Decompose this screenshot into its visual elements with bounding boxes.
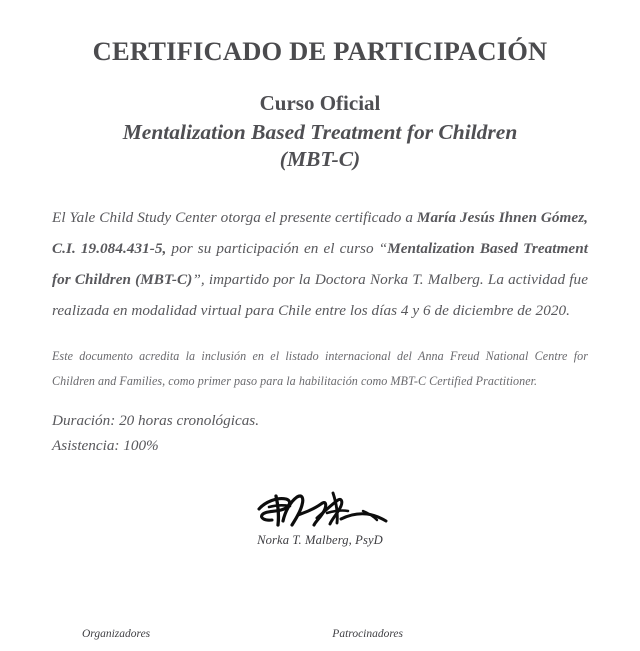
footer <box>0 629 640 651</box>
duration-line: Duración: 20 horas cronológicas. <box>52 412 259 430</box>
handwritten-signature-icon <box>245 485 395 535</box>
note-paragraph: Este documento acredita la inclusión en el listado internacional del Anna Freud National Centre for Children and Families, como primer paso para la habilitación como MBT-C Certified Practitioner. <box>52 348 588 388</box>
course-quoted-title: Mentalization Based Treatment for Children (MBT-C) <box>52 239 588 288</box>
main-paragraph-mid: por su participación en el curso “ <box>166 239 388 257</box>
main-paragraph-lead: El Yale Child Study Center otorga el presente certificado a <box>52 208 417 226</box>
signature-block <box>52 485 588 548</box>
main-paragraph <box>52 202 588 326</box>
course-name: Mentalization Based Treatment for Children (MBT-C) <box>122 119 518 172</box>
details-block <box>52 409 588 458</box>
main-paragraph-tail: ”, impartido por la Doctora Norka T. Malberg. La actividad fue realizada en modalidad virtual para Chile entre los días 4 y 6 de diciembre de 2020. <box>52 270 588 319</box>
course-kicker: Curso Oficial <box>259 91 381 115</box>
recipient-name: María Jesús Ihnen Gómez, C.I. 19.084.431-5, <box>52 208 588 257</box>
footer-left-label: Organizadores <box>82 629 151 640</box>
page-title: CERTIFICADO DE PARTICIPACIÓN <box>92 36 548 66</box>
signature-name: Norka T. Malberg, PsyD <box>257 532 383 547</box>
attendance-line: Asistencia: 100% <box>52 436 159 454</box>
course-title-block <box>52 91 588 174</box>
footer-right-label: Patrocinadores <box>332 629 403 640</box>
